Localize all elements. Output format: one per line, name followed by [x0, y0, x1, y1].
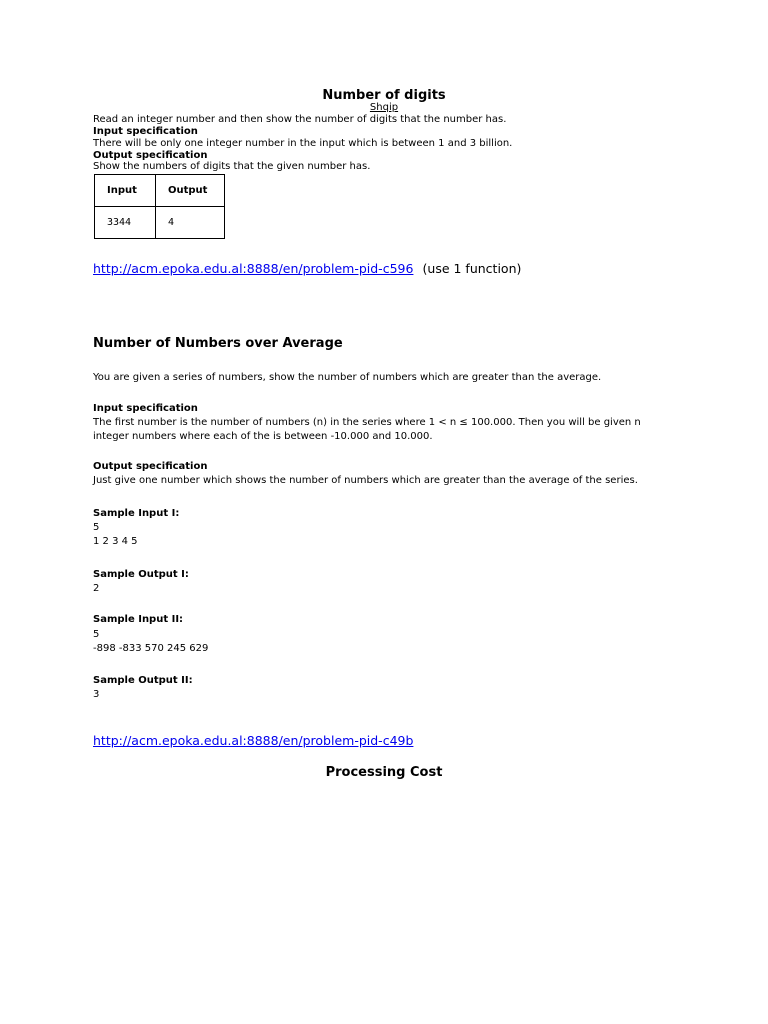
table-cell-output: 4	[156, 207, 225, 239]
table-cell-input: 3344	[95, 207, 156, 239]
problem2-input-heading: Input specification	[93, 403, 198, 414]
problem1-output-heading: Output specification	[93, 150, 208, 161]
problem1-title: Number of digits	[322, 88, 446, 103]
sample-input-2-line-1: 5	[93, 629, 100, 640]
problem2-title: Number of Numbers over Average	[93, 336, 343, 351]
problem2-description: You are given a series of numbers, show the number of numbers which are greater than the average.	[93, 372, 602, 383]
table-header-row	[95, 175, 225, 207]
sample-input-2-heading: Sample Input II:	[93, 614, 184, 625]
problem2-output-text: Just give one number which shows the number of numbers which are greater than the average of the series.	[93, 475, 638, 486]
sample-output-2-line-1: 3	[93, 689, 100, 700]
problem1-input-heading: Input specification	[93, 126, 198, 137]
table-header-output: Output	[156, 175, 225, 207]
problem1-input-text: There will be only one integer number in the input which is between 1 and 3 billion.	[93, 138, 513, 149]
table-header-input: Input	[95, 175, 156, 207]
problem2-input-text-2: integer numbers where each of the is between -10.000 and 10.000.	[93, 431, 433, 442]
problem1-url-link[interactable]: http://acm.epoka.edu.al:8888/en/problem-pid-c596	[93, 261, 414, 276]
sample-input-1-line-2: 1 2 3 4 5	[93, 536, 138, 547]
sample-input-1-heading: Sample Input I:	[93, 508, 180, 519]
sample-output-2-heading: Sample Output II:	[93, 675, 193, 686]
problem2-url-link[interactable]: http://acm.epoka.edu.al:8888/en/problem-pid-c49b	[93, 733, 414, 748]
sample-output-1-heading: Sample Output I:	[93, 569, 189, 580]
problem1-output-text: Show the numbers of digits that the given number has.	[93, 161, 371, 172]
problem2-input-text-1: The first number is the number of numbers (n) in the series where 1 < n ≤ 100.000. Then you will be given n	[93, 417, 641, 428]
sample-input-2-line-2: -898 -833 570 245 629	[93, 643, 209, 654]
sample-output-1-line-1: 2	[93, 583, 100, 594]
problem1-note: (use 1 function)	[422, 261, 522, 276]
language-link-shqip[interactable]: Shqip	[369, 102, 399, 113]
problem1-description: Read an integer number and then show the number of digits that the number has.	[93, 114, 507, 125]
problem3-title: Processing Cost	[325, 765, 443, 780]
problem2-link-line	[93, 730, 413, 749]
table-row	[95, 207, 225, 239]
sample-input-1-line-1: 5	[93, 522, 100, 533]
problem1-link-line	[93, 258, 521, 277]
sample-io-table	[94, 174, 225, 239]
problem2-output-heading: Output specification	[93, 461, 208, 472]
